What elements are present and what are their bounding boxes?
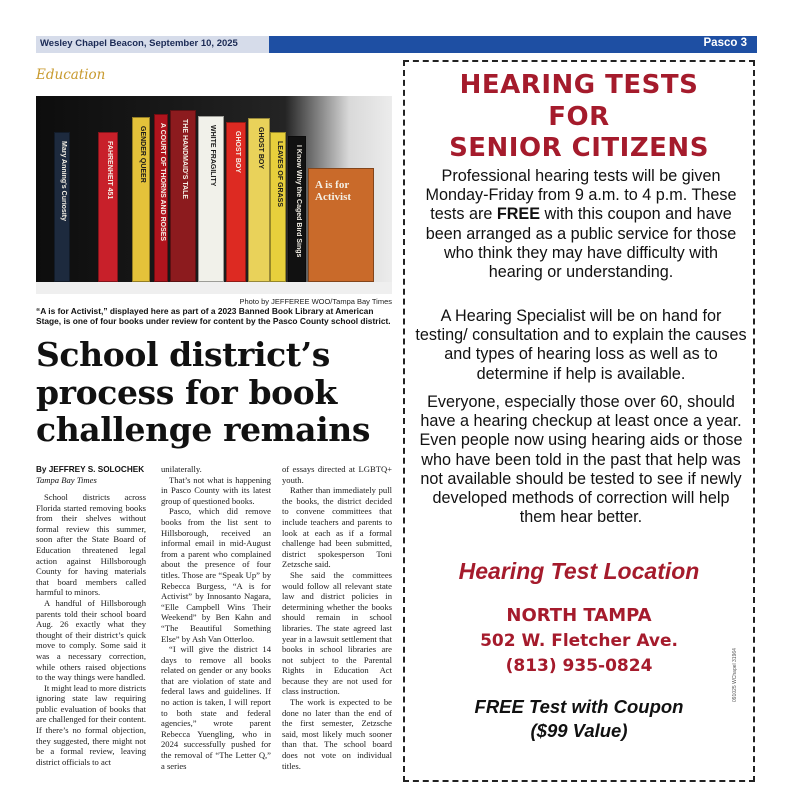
ad-paragraph-1-start: Professional hearing tests will be given Monday-Friday from 9 a.m. to 4 p.m. These tests are: [425, 167, 737, 224]
article-photo: [36, 96, 392, 294]
byline-org: Tampa Bay Times: [36, 475, 97, 485]
ad-free-emphasis: FREE: [496, 205, 541, 224]
paragraph: It might lead to more districts ignoring state law requiring public evaluation of books that are challenged for their content. If there’s no formal objection, they suggested, there might not be a formal review, leaving district officials to act: [36, 682, 146, 767]
byline-author: By JEFFREY S. SOLOCHEK: [36, 465, 145, 474]
book-title: GHOST BOY: [257, 127, 264, 170]
article-column-2: [161, 464, 271, 771]
location-name: NORTH TAMPA: [506, 605, 652, 626]
book-spine: [198, 116, 224, 282]
ad-title-line: HEARING TESTS: [459, 70, 699, 100]
byline: [36, 464, 144, 485]
book-spine: [154, 114, 168, 282]
paragraph: Rather than immediately pull the books, the district decided to convene committees that include teachers and parents to look at each as if a formal challenge had been submitted, district spokesperson Toni Zetzsche said.: [282, 485, 392, 570]
ad-title-line: SENIOR CITIZENS: [449, 133, 709, 163]
book-title: LEAVES OF GRASS: [276, 141, 283, 207]
paragraph: A handful of Hillsborough parents told their school board Aug. 26 exactly what they thought of their district’s quick move to comply. Some said it was a necessary correction, while others raised objections to the way things were handled.: [36, 597, 146, 683]
book-title: GHOST BOY: [234, 131, 241, 174]
book-spine: [308, 168, 374, 282]
paragraph: She said the committees would follow all relevant state law and district policies in determining whether the books should remain in school libraries. The state agreed last year in a lawsuit settlement that books in school libraries are not subject to the Parental Rights in Education Act because they are not used for class instruction.: [282, 569, 392, 697]
book-title: I Know Why the Caged Bird Sings: [295, 145, 302, 258]
location-phone: (813) 935-0824: [505, 656, 653, 676]
book-spine: [54, 132, 70, 282]
book-spine: [270, 132, 286, 282]
headline: School district’s process for book challenge remains: [36, 335, 371, 449]
book-spine: [132, 117, 150, 282]
article-column-1: [36, 492, 146, 767]
ad-paragraph-1-end: with this coupon and have been arranged as a public service for those who think they may have difficulty with hearing or understanding.: [425, 205, 737, 282]
photo-caption: “A is for Activist,” displayed here as part of a 2023 Banned Book Library at American Stage, is one of four books under review for content by the Pasco County school district.: [36, 306, 391, 327]
book-title: Mary Anning's Curiosity: [60, 141, 67, 221]
paragraph: School districts across Florida started removing books from their shelves without formal review this summer, soon after the State Board of Education threatened legal action against Hillsborough County for having materials that board members called harmful to minors.: [36, 492, 146, 598]
section-label: Education: [36, 67, 106, 83]
book-title: A is for Activist: [315, 179, 352, 203]
ad-title: [405, 70, 753, 165]
shelf: [36, 282, 392, 294]
coupon-value: ($99 Value): [530, 720, 628, 741]
paragraph: “I will give the district 14 days to remove all books related on gender or any books that are violation of state and federal laws and guidelines. If no action is taken, I will report to both state and federal agencies,” wrote parent Rebecca Yuengling, who in 2024 successfully pushed for the removal of “The Letter Q,” a series: [161, 644, 271, 771]
paragraph: of essays directed at LGBTQ+ youth.: [282, 464, 392, 485]
paragraph: That’s not what is happening in Pasco County with its latest group of questioned books.: [161, 474, 271, 506]
ad-paragraph-2: A Hearing Specialist will be on hand for testing/ consultation and to explain the causes and types of hearing loss as well as to determine if help is available.: [415, 307, 747, 383]
ad-code: 091025 WChapel 31964: [732, 648, 738, 702]
hearing-test-ad: [403, 60, 755, 782]
location-heading: Hearing Test Location: [458, 558, 700, 584]
book-spine: [226, 122, 246, 282]
free-test-line: FREE Test with Coupon: [474, 696, 684, 717]
book-spine: [288, 136, 306, 282]
header-dateline: Wesley Chapel Beacon, September 10, 2025: [40, 38, 238, 49]
article-column-3: [282, 464, 392, 771]
paragraph: unilaterally.: [161, 464, 202, 474]
book-title: WHITE FRAGILITY: [209, 125, 216, 187]
book-title: FAHRENHEIT 451: [106, 141, 113, 200]
book-spine: [98, 132, 118, 282]
book-spine: [170, 110, 196, 282]
photo-credit: Photo by JEFFEREE WOO/Tampa Bay Times: [239, 297, 392, 306]
ad-paragraph-1: [415, 167, 747, 282]
book-spine: [248, 118, 270, 282]
paragraph: Pasco, which did remove books from the list sent to Hillsborough, received an informal email in mid-August from a parent who complained about the presence of four titles. Those are “Speak Up” by Rebecca Burgess, “A is for Activist” by Innosanto Nagara, “Elle Campbell Wins Their Weekend” by Ben Kahn and “The Beautiful Something Else” by Ash Van Otterloo.: [161, 506, 271, 644]
header-dateline-bar: [36, 36, 269, 53]
paragraph: The work is expected to be done no later than the end of the first semester, Zetzsche said, most likely much sooner than that. The school board does not vote on individual titles.: [282, 697, 392, 771]
book-title: A COURT OF THORNS AND ROSES: [159, 123, 166, 242]
book-title: GENDER QUEER: [139, 126, 146, 183]
book-title: THE HANDMAID'S TALE: [181, 119, 188, 200]
header-page-number: Pasco 3: [703, 37, 747, 49]
header-page-bar: [269, 36, 757, 53]
ad-title-line: FOR: [548, 101, 610, 132]
ad-paragraph-3: Everyone, especially those over 60, should have a hearing checkup at least once a year. Even people now using hearing aids or those who have been told in the past that help was not available should be tested to see if newly developed methods of correction will help them hear better.: [419, 393, 743, 527]
location-address: 502 W. Fletcher Ave.: [480, 631, 678, 651]
